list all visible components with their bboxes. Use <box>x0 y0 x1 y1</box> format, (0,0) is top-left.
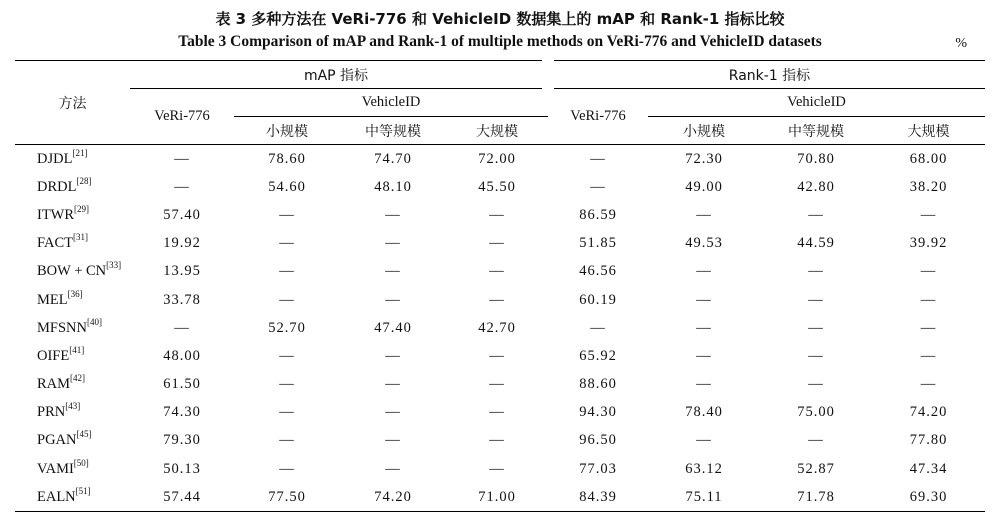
value-cell-r-m: — <box>808 347 824 364</box>
value-cell-r-veri: 96.50 <box>579 432 617 449</box>
method-reference: [50] <box>73 457 89 468</box>
method-cell <box>15 455 130 483</box>
value-cell-r-l: 38.20 <box>909 178 948 195</box>
value-cell-map-m: 47.40 <box>374 319 412 336</box>
method-name: DRDL <box>37 178 77 195</box>
value-cell-r-m: — <box>808 319 824 336</box>
table-body <box>15 145 985 512</box>
method-name: MFSNN <box>37 319 87 336</box>
value-cell-map-l: — <box>489 206 505 223</box>
method-reference: [31] <box>73 232 88 243</box>
method-name: BOW + CN <box>37 263 107 280</box>
value-cell-map-s: 78.60 <box>268 150 306 167</box>
header-rank1-veri: VeRi-776 <box>548 89 648 145</box>
method-cell <box>15 483 130 512</box>
value-cell-map-veri: 48.00 <box>163 347 201 364</box>
header-rank1-large: 大规模 <box>872 117 985 145</box>
header-map-group: mAP 指标 <box>130 61 548 89</box>
method-cell <box>15 173 130 201</box>
value-cell-r-l: 69.30 <box>872 483 985 512</box>
header-method: 方法 <box>15 61 130 145</box>
value-cell-r-m: — <box>808 206 824 223</box>
header-map-vehicleid: VehicleID <box>234 89 548 117</box>
method-cell <box>15 399 130 427</box>
value-cell-r-veri: 46.56 <box>579 263 617 280</box>
value-cell-map-l: — <box>489 263 505 280</box>
value-cell-r-m: 75.00 <box>797 404 835 421</box>
value-cell-r-s: — <box>696 376 712 393</box>
method-reference: [28] <box>76 175 92 186</box>
header-rank1-medium: 中等规模 <box>760 117 872 145</box>
value-cell-map-l: — <box>489 347 505 364</box>
method-reference: [33] <box>106 260 122 271</box>
value-cell-r-s: — <box>696 206 712 223</box>
value-cell-r-l: 47.34 <box>909 460 948 477</box>
method-name: MEL <box>37 291 68 308</box>
value-cell-r-m: 70.80 <box>797 150 835 167</box>
value-cell-map-s: 52.70 <box>268 319 306 336</box>
value-cell-r-s: — <box>696 319 712 336</box>
value-cell-map-m: 74.20 <box>340 483 446 512</box>
value-cell-r-m: 44.59 <box>797 235 835 252</box>
table-row <box>15 286 985 314</box>
method-reference: [45] <box>76 429 92 440</box>
header-rank1-vehicleid: VehicleID <box>648 89 985 117</box>
value-cell-map-veri: 13.95 <box>163 263 201 280</box>
value-cell-r-m: 52.87 <box>797 460 835 477</box>
method-cell <box>15 342 130 370</box>
table-row <box>15 342 985 370</box>
table-row <box>15 483 985 512</box>
value-cell-map-l: 42.70 <box>478 319 516 336</box>
value-cell-r-veri: 94.30 <box>579 404 617 421</box>
value-cell-r-veri: — <box>590 319 606 336</box>
method-reference: [36] <box>67 288 83 299</box>
value-cell-r-l: — <box>920 319 937 336</box>
value-cell-r-l: — <box>920 376 937 393</box>
value-cell-map-s: — <box>279 432 295 449</box>
value-cell-r-s: 49.53 <box>685 235 723 252</box>
value-cell-map-m: 74.70 <box>374 150 412 167</box>
value-cell-map-s: — <box>279 460 295 477</box>
value-cell-map-s: 77.50 <box>234 483 340 512</box>
value-cell-r-veri: 88.60 <box>579 376 617 393</box>
value-cell-map-veri: 33.78 <box>163 291 201 308</box>
value-cell-r-l: 39.92 <box>909 235 948 252</box>
value-cell-map-m: — <box>385 460 401 477</box>
value-cell-map-m: — <box>385 263 401 280</box>
table-row <box>15 371 985 399</box>
table-row <box>15 201 985 229</box>
method-name: ITWR <box>37 206 75 223</box>
value-cell-map-m: 48.10 <box>374 178 412 195</box>
method-cell <box>15 427 130 455</box>
value-cell-map-s: — <box>279 404 295 421</box>
table-row <box>15 230 985 258</box>
value-cell-map-l: — <box>489 404 505 421</box>
header-rank1-group: Rank-1 指标 <box>548 61 985 89</box>
value-cell-r-veri: — <box>590 150 606 167</box>
value-cell-map-m: — <box>385 376 401 393</box>
value-cell-r-l: — <box>920 291 937 308</box>
value-cell-map-veri: 57.40 <box>163 206 201 223</box>
value-cell-map-s: — <box>279 235 295 252</box>
method-reference: [43] <box>65 401 81 412</box>
table-title-chinese: 表 3 多种方法在 VeRi-776 和 VehicleID 数据集上的 mAP 和 Rank-1 指标比较 <box>215 10 785 28</box>
value-cell-map-m: — <box>385 291 401 308</box>
value-cell-r-veri: 84.39 <box>548 483 648 512</box>
value-cell-map-veri: — <box>174 150 190 167</box>
value-cell-map-m: — <box>385 347 401 364</box>
method-cell <box>15 286 130 314</box>
value-cell-map-veri: 79.30 <box>163 432 201 449</box>
value-cell-r-veri: 51.85 <box>579 235 617 252</box>
method-name: PGAN <box>37 432 77 449</box>
value-cell-map-m: — <box>385 235 401 252</box>
value-cell-r-veri: 77.03 <box>579 460 617 477</box>
value-cell-r-m: 71.78 <box>760 483 872 512</box>
value-cell-r-veri: 65.92 <box>579 347 617 364</box>
value-cell-r-s: — <box>696 263 712 280</box>
unit-label: % <box>955 36 967 51</box>
value-cell-r-s: — <box>696 432 712 449</box>
method-name: EALN <box>37 488 76 505</box>
table-row <box>15 399 985 427</box>
method-reference: [40] <box>86 316 102 327</box>
value-cell-map-m: — <box>385 432 401 449</box>
value-cell-map-s: — <box>279 206 295 223</box>
value-cell-r-m: 42.80 <box>797 178 835 195</box>
value-cell-map-s: — <box>279 263 295 280</box>
value-cell-r-l: — <box>920 347 937 364</box>
table-row <box>15 427 985 455</box>
value-cell-map-l: 45.50 <box>478 178 516 195</box>
value-cell-r-m: — <box>808 376 824 393</box>
value-cell-map-l: 71.00 <box>446 483 548 512</box>
method-name: OIFE <box>37 347 70 364</box>
table-row <box>15 173 985 201</box>
value-cell-map-s: 54.60 <box>268 178 306 195</box>
value-cell-map-veri: 61.50 <box>163 376 201 393</box>
method-name: FACT <box>37 235 73 252</box>
value-cell-r-s: 78.40 <box>685 404 723 421</box>
method-reference: [41] <box>69 344 85 355</box>
table-row <box>15 258 985 286</box>
value-cell-r-l: 77.80 <box>909 432 948 449</box>
value-cell-map-l: — <box>489 460 505 477</box>
method-reference: [21] <box>72 147 88 158</box>
value-cell-map-l: — <box>489 235 505 252</box>
header-map-medium: 中等规模 <box>340 117 446 145</box>
value-cell-r-m: — <box>808 291 824 308</box>
method-reference: [51] <box>75 485 91 496</box>
value-cell-r-m: — <box>808 432 824 449</box>
value-cell-map-m: — <box>385 404 401 421</box>
method-cell <box>15 314 130 342</box>
value-cell-r-veri: — <box>590 178 606 195</box>
value-cell-map-veri: — <box>174 178 190 195</box>
value-cell-r-l: 74.20 <box>909 404 948 421</box>
value-cell-r-s: — <box>696 347 712 364</box>
table-row <box>15 314 985 342</box>
value-cell-map-veri: 19.92 <box>163 235 201 252</box>
value-cell-map-s: — <box>279 291 295 308</box>
value-cell-r-veri: 60.19 <box>579 291 617 308</box>
value-cell-r-s: — <box>696 291 712 308</box>
table-row <box>15 455 985 483</box>
value-cell-map-veri: 74.30 <box>163 404 201 421</box>
comparison-table <box>15 60 985 512</box>
value-cell-map-l: 72.00 <box>478 150 516 167</box>
value-cell-r-s: 72.30 <box>685 150 723 167</box>
method-cell <box>15 201 130 229</box>
value-cell-map-veri: — <box>174 319 190 336</box>
value-cell-r-l: 68.00 <box>909 150 948 167</box>
value-cell-map-s: — <box>279 376 295 393</box>
value-cell-map-l: — <box>489 376 505 393</box>
value-cell-map-l: — <box>489 432 505 449</box>
table-title-english: Table 3 Comparison of mAP and Rank-1 of multiple methods on VeRi-776 and VehicleID datasets <box>178 33 822 50</box>
method-name: VAMI <box>37 460 74 477</box>
method-cell <box>15 258 130 286</box>
header-map-small: 小规模 <box>234 117 340 145</box>
value-cell-r-s: 75.11 <box>648 483 760 512</box>
header-map-large: 大规模 <box>446 117 548 145</box>
value-cell-map-veri: 50.13 <box>163 460 201 477</box>
method-cell <box>15 230 130 258</box>
method-reference: [29] <box>74 203 90 214</box>
method-reference: [42] <box>70 373 86 384</box>
method-name: PRN <box>37 404 66 421</box>
table-row <box>15 145 985 174</box>
value-cell-r-l: — <box>920 263 937 280</box>
method-cell <box>15 145 130 174</box>
value-cell-map-veri: 57.44 <box>130 483 234 512</box>
value-cell-map-m: — <box>385 206 401 223</box>
method-name: DJDL <box>37 150 73 167</box>
method-name: RAM <box>37 376 71 393</box>
value-cell-map-l: — <box>489 291 505 308</box>
value-cell-map-s: — <box>279 347 295 364</box>
value-cell-r-l: — <box>920 206 937 223</box>
value-cell-r-veri: 86.59 <box>579 206 617 223</box>
header-rank1-small: 小规模 <box>648 117 760 145</box>
value-cell-r-s: 49.00 <box>685 178 723 195</box>
header-map-veri: VeRi-776 <box>130 89 234 145</box>
value-cell-r-m: — <box>808 263 824 280</box>
method-cell <box>15 371 130 399</box>
value-cell-r-s: 63.12 <box>685 460 723 477</box>
